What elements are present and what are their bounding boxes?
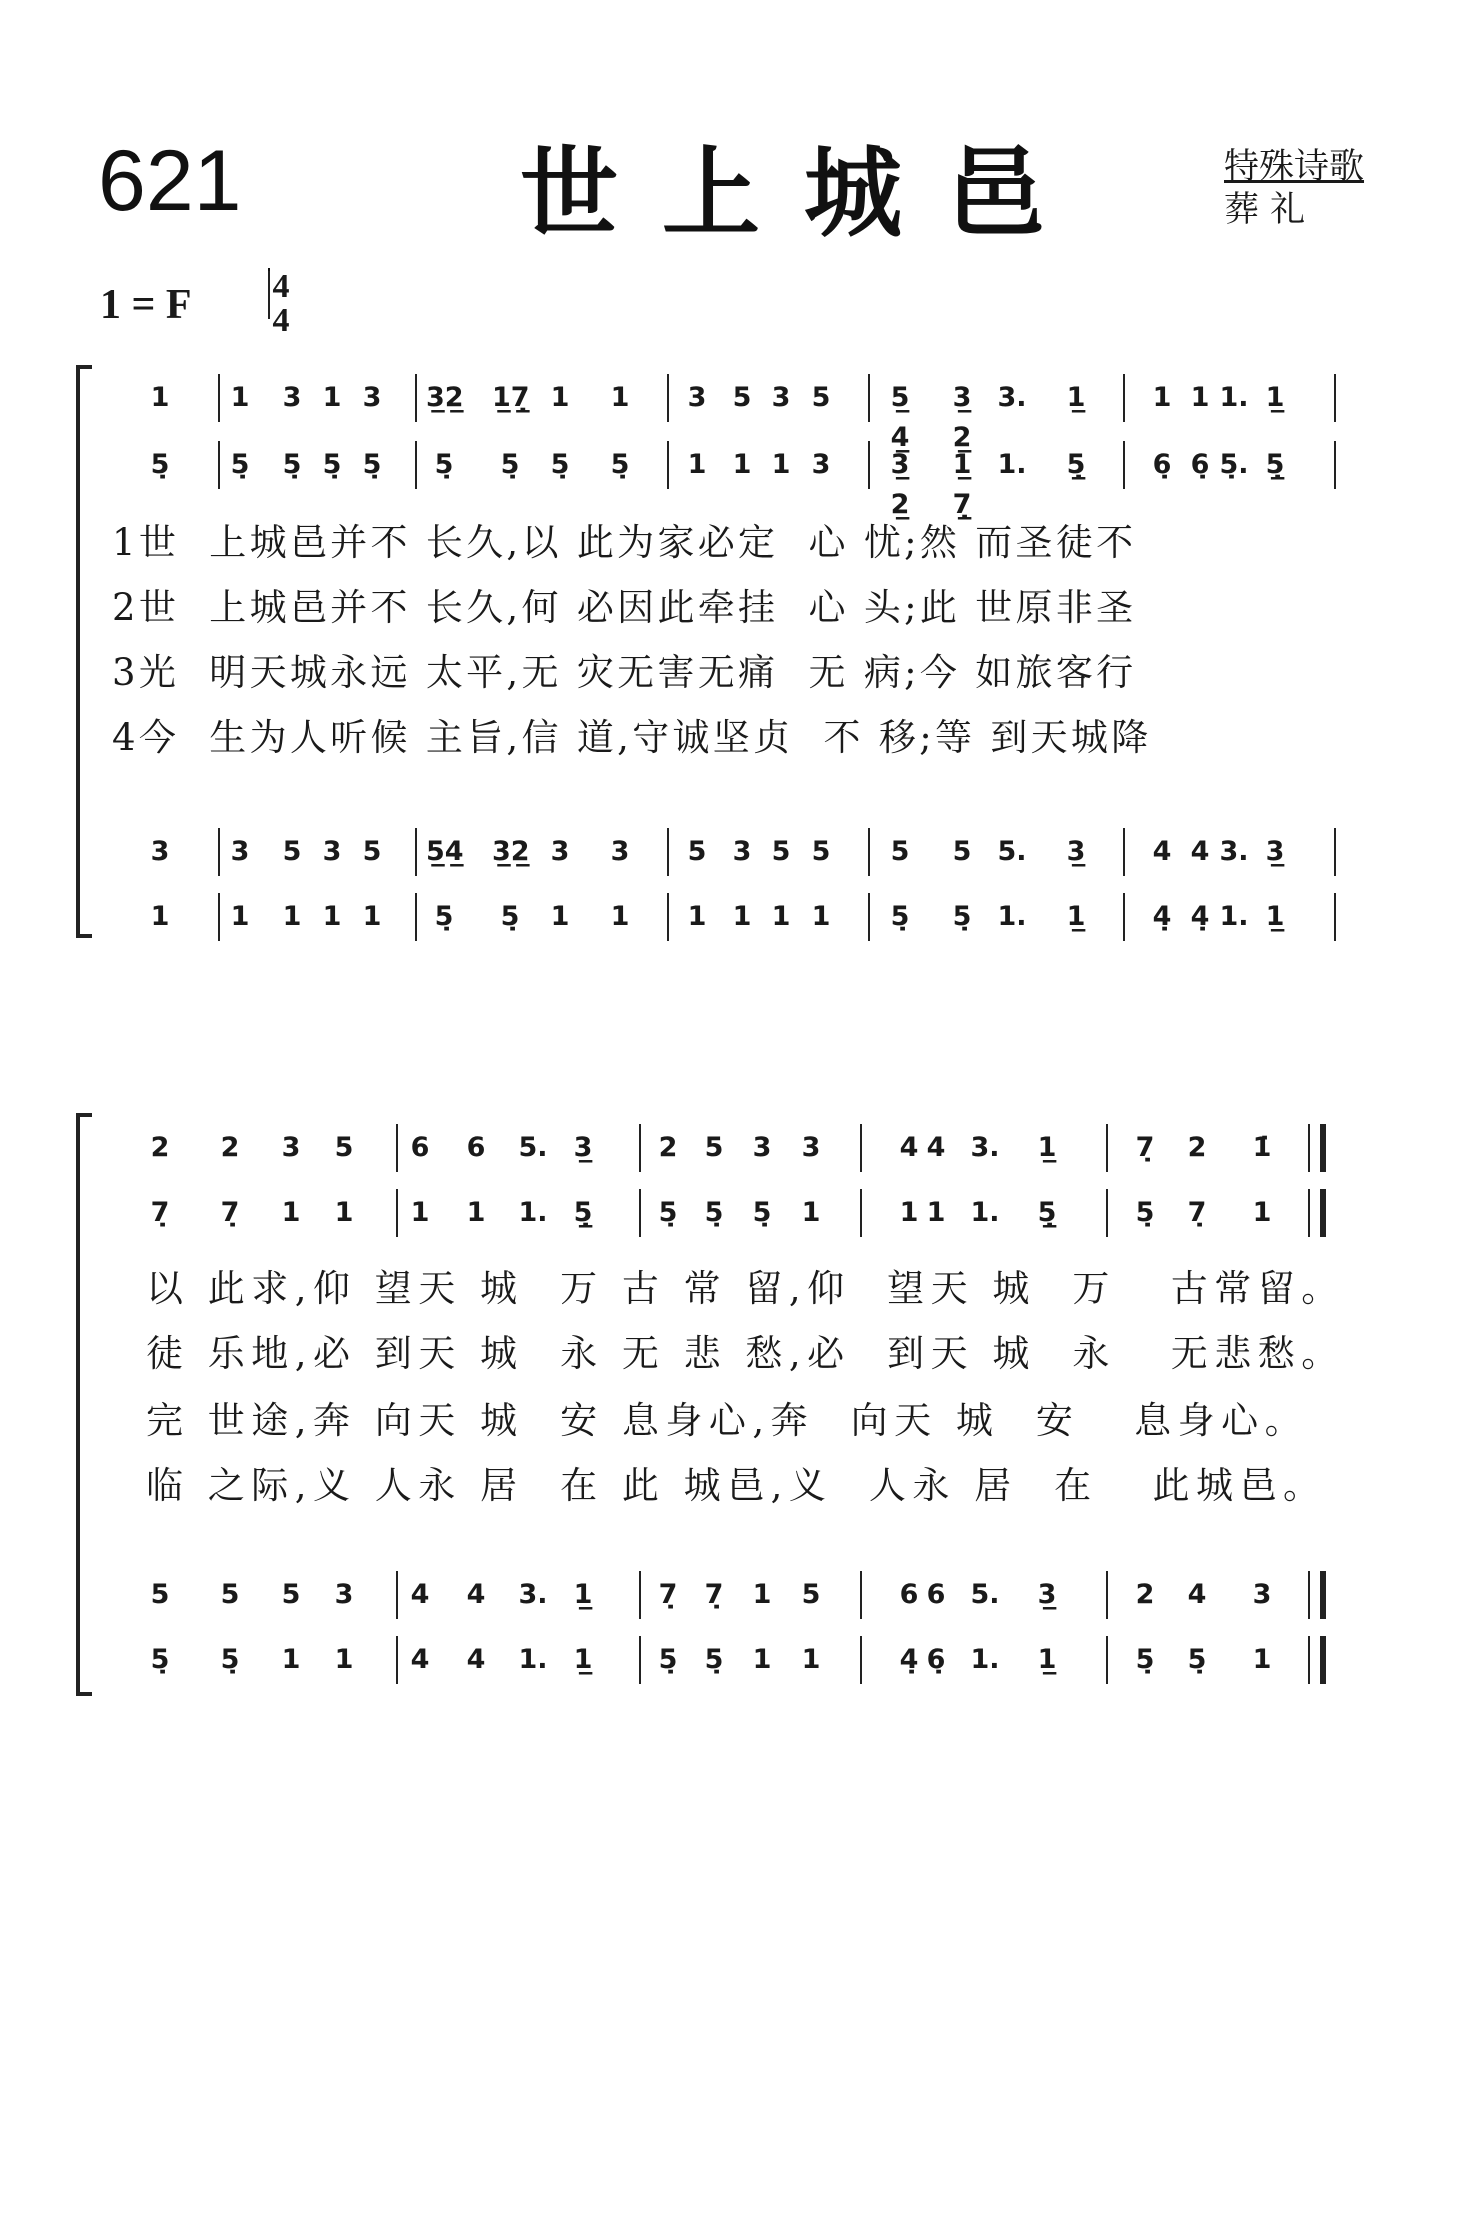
barline xyxy=(396,1571,398,1619)
note: 3̲ 2̲ xyxy=(890,449,910,520)
lyric-line: 2世 上城邑并不 长久,何 必因此牵挂 心 头;此 世原非圣 xyxy=(112,586,1137,629)
note: 5. xyxy=(997,836,1027,867)
note: 5. xyxy=(970,1579,1000,1610)
note: 1 xyxy=(1252,1644,1272,1675)
note: 1. xyxy=(1219,382,1249,413)
note: 1 xyxy=(687,901,707,932)
note: 1. xyxy=(518,1197,548,1228)
note: 5̣ xyxy=(322,449,342,480)
note: 3̲ 2̲ xyxy=(952,382,972,453)
barline xyxy=(1106,1571,1108,1619)
note: 1 xyxy=(150,901,170,932)
note: 5̣ xyxy=(150,449,170,480)
note: 2 xyxy=(150,1132,170,1163)
note: 3 xyxy=(230,836,250,867)
barline xyxy=(415,374,417,422)
subcategory-label: 葬 礼 xyxy=(1224,190,1306,230)
note: 1 xyxy=(230,901,250,932)
note: 5̣ xyxy=(658,1197,678,1228)
note: 3̲ xyxy=(1037,1579,1057,1610)
note: 1̲ xyxy=(1265,901,1285,932)
note: 1̲ xyxy=(1066,382,1086,413)
note: 4 xyxy=(410,1579,430,1610)
note: 2 xyxy=(1135,1579,1155,1610)
barline xyxy=(860,1571,862,1619)
barline xyxy=(218,828,220,876)
note: 3 xyxy=(752,1132,772,1163)
note: 1̲ 7̣̲ xyxy=(952,449,972,520)
note: 5̣ xyxy=(550,449,570,480)
note: 5 xyxy=(334,1132,354,1163)
note: 5̣ xyxy=(658,1644,678,1675)
note: 5 xyxy=(687,836,707,867)
barline xyxy=(1123,374,1125,422)
note: 1 xyxy=(1252,1197,1272,1228)
note: 7̣ xyxy=(1187,1197,1207,1228)
note: 1 xyxy=(550,901,570,932)
barline xyxy=(218,374,220,422)
barline xyxy=(860,1189,862,1237)
note: 5̣ xyxy=(282,449,302,480)
lyric-line: 临 之际,义 人永 居 在 此 城邑,义 人永 居 在 此城邑。 xyxy=(146,1464,1327,1507)
note: 5 xyxy=(952,836,972,867)
note: 1 xyxy=(282,901,302,932)
final-barline xyxy=(1308,1571,1310,1619)
note: 1. xyxy=(1219,901,1249,932)
note: 3 xyxy=(687,382,707,413)
note: 1 xyxy=(230,382,250,413)
note: 5̣ xyxy=(1187,1644,1207,1675)
note: 4̣ xyxy=(899,1644,919,1675)
note: 5̣ xyxy=(1135,1644,1155,1675)
note: 1̲ xyxy=(1066,901,1086,932)
staff-lower-1 xyxy=(0,832,1477,872)
note: 5̣ xyxy=(752,1197,772,1228)
note: 5̣ xyxy=(500,901,520,932)
note: 1 xyxy=(322,382,342,413)
note: 1. xyxy=(518,1644,548,1675)
note: 4 xyxy=(899,1132,919,1163)
lyric-line: 3光 明天城永远 太平,无 灾无害无痛 无 病;今 如旅客行 xyxy=(112,651,1137,694)
note: 5 xyxy=(811,836,831,867)
note: 5 xyxy=(771,836,791,867)
note: 1 xyxy=(1190,382,1210,413)
note: 3. xyxy=(1219,836,1249,867)
note: 5̣ xyxy=(1135,1197,1155,1228)
note: 7̣ xyxy=(704,1579,724,1610)
category-label xyxy=(1224,147,1365,187)
note: 5 xyxy=(282,836,302,867)
lyric-line: 4今 生为人听候 主旨,信 道,守诚坚贞 不 移;等 到天城降 xyxy=(112,716,1152,759)
barline xyxy=(868,828,870,876)
hymn-number: 621 xyxy=(98,133,242,229)
note: 5̣ xyxy=(362,449,382,480)
note: 1 xyxy=(899,1197,919,1228)
note: 5̣ xyxy=(610,449,630,480)
barline xyxy=(415,828,417,876)
note: 1 xyxy=(752,1579,772,1610)
barline xyxy=(667,828,669,876)
barline xyxy=(868,374,870,422)
barline xyxy=(639,1189,641,1237)
barline xyxy=(1334,374,1336,422)
note: 1 xyxy=(771,449,791,480)
barline xyxy=(1106,1124,1108,1172)
note: 3 xyxy=(801,1132,821,1163)
note: 1. xyxy=(997,449,1027,480)
note: 5̣ xyxy=(434,901,454,932)
note: 6 xyxy=(410,1132,430,1163)
note: 2 xyxy=(220,1132,240,1163)
note: 3. xyxy=(518,1579,548,1610)
barline xyxy=(1123,828,1125,876)
note: 5̣̲ xyxy=(1037,1197,1057,1228)
key-signature: 1 = F xyxy=(100,282,192,328)
staff-lower-2 xyxy=(0,897,1477,937)
barline xyxy=(639,1571,641,1619)
note: 3̲2̲ xyxy=(426,382,464,413)
final-barline xyxy=(1308,1636,1310,1684)
note: 1 xyxy=(732,449,752,480)
note: 7̣ xyxy=(658,1579,678,1610)
note: 7̣ xyxy=(220,1197,240,1228)
note: 3̲ xyxy=(1265,836,1285,867)
note: 5̣ xyxy=(434,449,454,480)
score-system-1 xyxy=(0,360,1477,940)
barline xyxy=(415,893,417,941)
note: 1 xyxy=(926,1197,946,1228)
note: 1 xyxy=(281,1197,301,1228)
note: 1 xyxy=(610,382,630,413)
note: 1 xyxy=(466,1197,486,1228)
barline xyxy=(860,1124,862,1172)
final-barline xyxy=(1308,1189,1310,1237)
note: 1 xyxy=(610,901,630,932)
note: 1 xyxy=(687,449,707,480)
note: 5̣ xyxy=(704,1197,724,1228)
note: 3 xyxy=(150,836,170,867)
note: 3. xyxy=(997,382,1027,413)
note: 3 xyxy=(362,382,382,413)
note: 5̣̲ xyxy=(1265,449,1285,480)
note: 3 xyxy=(610,836,630,867)
note: 3. xyxy=(970,1132,1000,1163)
note: 1 xyxy=(362,901,382,932)
staff-upper-2 xyxy=(0,445,1477,520)
lyric-line: 徒 乐地,必 到天 城 永 无 悲 愁,必 到天 城 永 无悲愁。 xyxy=(146,1332,1345,1375)
note: 7̣ xyxy=(150,1197,170,1228)
barline xyxy=(1334,441,1336,489)
note: 3 xyxy=(322,836,342,867)
note: 4 xyxy=(1187,1579,1207,1610)
note: 4 xyxy=(1152,836,1172,867)
time-signature xyxy=(268,270,294,338)
note: 4 xyxy=(466,1644,486,1675)
note: 5 xyxy=(281,1579,301,1610)
note: 3 xyxy=(550,836,570,867)
barline xyxy=(1106,1636,1108,1684)
staff-lower-1 xyxy=(0,1575,1477,1615)
staff-upper-2 xyxy=(0,1193,1477,1233)
note: 2 xyxy=(1187,1132,1207,1163)
time-signature-top: 4 xyxy=(272,268,290,305)
note: 3 xyxy=(811,449,831,480)
note: 6̣ xyxy=(1152,449,1172,480)
note: 1 xyxy=(801,1644,821,1675)
barline xyxy=(1106,1189,1108,1237)
note: 5̲4̲ xyxy=(426,836,464,867)
hymn-title: 世上城邑 xyxy=(520,137,1089,251)
note: 1̲7̣̲ xyxy=(492,382,530,413)
note: 3 xyxy=(1252,1579,1272,1610)
note: 4 xyxy=(466,1579,486,1610)
note: 5 xyxy=(801,1579,821,1610)
note: 1 xyxy=(811,901,831,932)
note: 5̣. xyxy=(1219,449,1249,480)
note: 1 xyxy=(771,901,791,932)
barline xyxy=(868,441,870,489)
note: 5. xyxy=(518,1132,548,1163)
note: 5 xyxy=(811,382,831,413)
note: 1. xyxy=(970,1644,1000,1675)
barline xyxy=(667,893,669,941)
barline xyxy=(639,1124,641,1172)
barline xyxy=(868,893,870,941)
note: 1 xyxy=(801,1197,821,1228)
note: 1 xyxy=(150,382,170,413)
barline xyxy=(396,1189,398,1237)
barline xyxy=(1334,893,1336,941)
note: 1̲ xyxy=(1265,382,1285,413)
note: 6 xyxy=(466,1132,486,1163)
note: 5̣ xyxy=(704,1644,724,1675)
barline xyxy=(860,1636,862,1684)
note: 1 xyxy=(550,382,570,413)
note: 1 xyxy=(322,901,342,932)
barline xyxy=(667,441,669,489)
note: 5̣ xyxy=(150,1644,170,1675)
note: 7̣ xyxy=(1135,1132,1155,1163)
note: 5 xyxy=(732,382,752,413)
note: 3̲ xyxy=(573,1132,593,1163)
note: 1. xyxy=(970,1197,1000,1228)
note: 1̇ xyxy=(1252,1132,1272,1163)
barline xyxy=(218,441,220,489)
note: 5̣ xyxy=(890,901,910,932)
note: 1 xyxy=(410,1197,430,1228)
barline xyxy=(218,893,220,941)
note: 5̣̲ xyxy=(573,1197,593,1228)
note: 6 xyxy=(899,1579,919,1610)
note: 3 xyxy=(771,382,791,413)
note: 4 xyxy=(410,1644,430,1675)
note: 3 xyxy=(281,1132,301,1163)
barline xyxy=(1123,441,1125,489)
note: 5 xyxy=(704,1132,724,1163)
note: 5 xyxy=(220,1579,240,1610)
note: 4 xyxy=(926,1132,946,1163)
note: 1 xyxy=(732,901,752,932)
note: 3 xyxy=(732,836,752,867)
note: 3 xyxy=(334,1579,354,1610)
barline xyxy=(1334,828,1336,876)
note: 1. xyxy=(997,901,1027,932)
lyric-line: 以 此求,仰 望天 城 万 古 常 留,仰 望天 城 万 古常留。 xyxy=(146,1267,1345,1310)
note: 1̲ xyxy=(573,1644,593,1675)
note: 5 xyxy=(150,1579,170,1610)
note: 1̲ xyxy=(1037,1132,1057,1163)
note: 4 xyxy=(1190,836,1210,867)
note: 5̣ xyxy=(500,449,520,480)
note: 6 xyxy=(926,1579,946,1610)
score-system-2 xyxy=(0,1108,1477,1688)
staff-lower-2 xyxy=(0,1640,1477,1680)
time-signature-bottom: 4 xyxy=(272,302,290,339)
note: 5̣ xyxy=(220,1644,240,1675)
barline xyxy=(396,1636,398,1684)
barline xyxy=(667,374,669,422)
note: 4̣ xyxy=(1190,901,1210,932)
note: 4̣ xyxy=(1152,901,1172,932)
note: 3̲2̲ xyxy=(492,836,530,867)
note: 5̣̲ xyxy=(1066,449,1086,480)
staff-upper-1 xyxy=(0,1128,1477,1168)
note: 1 xyxy=(334,1197,354,1228)
note: 1̲ xyxy=(573,1579,593,1610)
staff-upper-1 xyxy=(0,378,1477,453)
note: 2 xyxy=(658,1132,678,1163)
note: 5̲ 4̲ xyxy=(890,382,910,453)
note: 1 xyxy=(334,1644,354,1675)
category-text: 特殊诗歌 xyxy=(1224,147,1365,187)
barline xyxy=(396,1124,398,1172)
barline xyxy=(639,1636,641,1684)
barline xyxy=(415,441,417,489)
final-barline xyxy=(1308,1124,1310,1172)
note: 5 xyxy=(890,836,910,867)
note: 3 xyxy=(282,382,302,413)
note: 1 xyxy=(752,1644,772,1675)
barline xyxy=(1123,893,1125,941)
note: 3̲ xyxy=(1066,836,1086,867)
note: 1̲ xyxy=(1037,1644,1057,1675)
note: 5 xyxy=(362,836,382,867)
note: 5̣ xyxy=(952,901,972,932)
lyric-line: 完 世途,奔 向天 城 安 息身心,奔 向天 城 安 息身心。 xyxy=(146,1399,1309,1442)
note: 5̣ xyxy=(230,449,250,480)
note: 6̣ xyxy=(926,1644,946,1675)
note: 1 xyxy=(1152,382,1172,413)
note: 1 xyxy=(281,1644,301,1675)
note: 6̣ xyxy=(1190,449,1210,480)
lyric-line: 1世 上城邑并不 长久,以 此为家必定 心 忧;然 而圣徒不 xyxy=(112,521,1137,564)
